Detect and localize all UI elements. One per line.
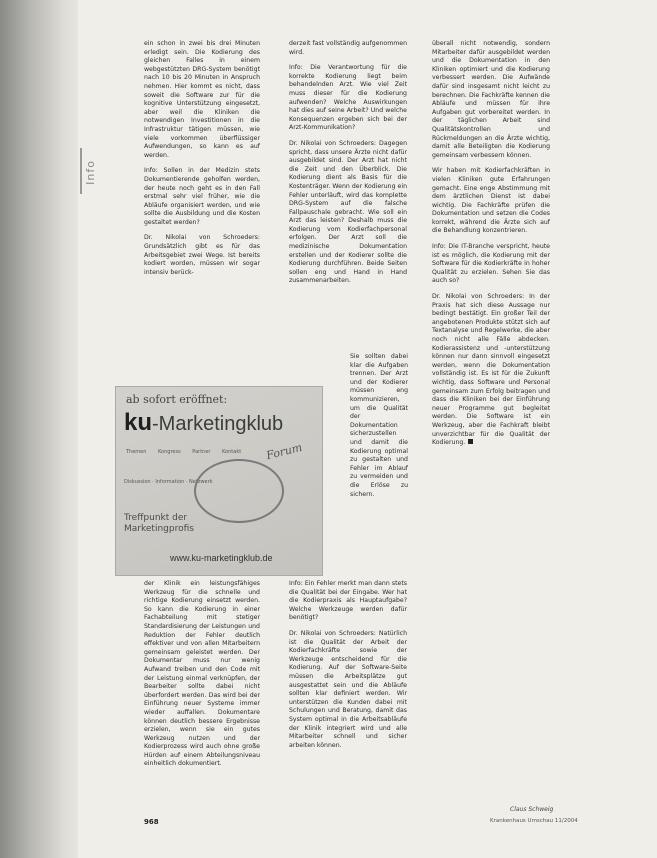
paragraph: der Klinik ein leistungsfähiges Werkzeug für die schnelle und richtige Kodierung einsetzt werden. So kann die Kodierung in einer Fachabteilung mit stetiger Standardisierung der Leistungen und Reduktion der Fehler deutlich effektiver und von allen Mitarbeitern gemeinsam geleistet werden. Der Dokumentar muss nur wenig Aufwand treiben und den Code mit der Leistung einmal verknüpfen, der Bearbeiter sollte dabei nicht überfordert werden. Das wird bei der Einführung neuer Systeme immer wieder auffallen. Dokumentare können deutlich bessere Ergebnisse erzielen, wenn sie ein gutes Werkzeug nutzen und der Kodierprozess wird auch ohne große Hürden auf einem Abteilungsniveau einheitlich dokumentiert. [144, 580, 260, 768]
column-3 [432, 40, 550, 455]
ad-brand-bold: ku [124, 409, 153, 436]
question-paragraph: Info: Sollen in der Medizin stets Dokumentierende geholfen werden, der heute noch geht es in den Fall erstmal sehr viel früher, wie die Abläufe organisiert werden, und wie sollte die Ausbildung und die Kosten gestaltet werden? [144, 167, 260, 226]
ad-circle-graphic [194, 459, 284, 523]
column-1-lower [144, 580, 260, 776]
ad-small-text: Diskussion · Information · Netzwerk [124, 479, 213, 485]
end-mark [468, 439, 473, 444]
page-number: 968 [144, 818, 159, 826]
column-2 [289, 40, 407, 293]
ad-brand-rest: -Marketingklub [152, 413, 284, 435]
ad-nav-item: Kontakt [222, 449, 242, 455]
answer-paragraph: Dr. Nikolai von Schroeders: Natürlich ist die Qualität der Arbeit der Kodierfachkräfte sowie der Werkzeuge entscheidend für die Kodierung. Auf der Software-Seite müssen die Arbeitsplätze gut ausgestattet sein und die Abläufe sollten klar definiert werden. Wir unterstützen die Kunden dabei mit Schulungen und Beratung, damit das System optimal in die Arbeitsabläufe der Klinik integriert wird und alle Mitarbeiter schnell und sicher arbeiten können. [289, 629, 407, 749]
ad-url-link[interactable]: www.ku-marketingklub.de [170, 553, 273, 563]
advertisement[interactable] [115, 386, 323, 576]
paragraph: Wir haben mit Kodierfachkräften in vielen Kliniken gute Erfahrungen gemacht. Eine enge Abstimmung mit dem ärztlichen Dienst ist dabei wichtig. Die Fachkräfte prüfen die Dokumentation und setzen die Codes korrekt, während die Ärzte sich auf die Behandlung konzentrieren. [432, 167, 550, 235]
ad-forum-script: Forum [264, 440, 304, 463]
column-1 [144, 40, 260, 284]
ad-headline: ab sofort eröffnet: [126, 393, 228, 406]
paragraph: Sie sollten dabei klar die Aufgaben trennen. Der Arzt und der Kodierer müssen eng kommunizieren, um die Qualität der Dokumentation sicherzustellen und damit die Kodierung optimal zu gestalten und Fehler im Ablauf zu vermeiden und die Erlöse zu sichern. [350, 353, 408, 498]
question-paragraph: Info: Die IT-Branche verspricht, heute ist es möglich, die Kodierung mit der Software für die Kodierkräfte in hoher Qualität zu erzielen. Sehen Sie das auch so? [432, 243, 550, 285]
ad-nav-row [126, 449, 306, 455]
section-marker [80, 148, 82, 194]
paragraph: ein schon in zwei bis drei Minuten erledigt sein. Die Kodierung des gleichen Falles in einem webgestützten DRG-System benötigt nach 10 bis 20 Minuten in Anspruch nehmen. Hier kommt es nicht, dass soweit die Software zur für die kognitive Unterstützung eingesetzt, aber weil die Kliniken die notwendigen Investitionen in die Infrastruktur tätigen müssen, wie viele vorkommen überflüssiger Aufwendungen, so kann es auf werden. [144, 40, 260, 159]
publication-footer: Krankenhaus Umschau 11/2004 [490, 818, 578, 824]
answer-paragraph: Dr. Nikolai von Schroeders: Dagegen spricht, dass unsere Ärzte nicht dafür ausgebildet sind. Der Arzt hat nicht die Zeit und den Überblick. Die Kodierung dient als Basis für die Kostenträger. Wenn der Kodierung ein Fehler unterläuft, wird das komplette DRG-System auf die falsche Fallpauschale gebracht. Wie soll ein Arzt das leisten? Deshalb muss die Kodierung vom Kodierfachpersonal erfolgen. Der Arzt soll die medizinische Dokumentation erstellen und der Kodierer sollte die Kodierung durchführen. Beide Seiten sollen eng und Hand in Hand zusammenarbeiten. [289, 139, 407, 285]
answer-paragraph: Dr. Nikolai von Schroeders: In der Praxis hat sich diese Aussage nur bedingt bestätigt. Ein großer Teil der angebotenen Produkte stützt sich auf Textanalyse und Regelwerke, die aber noch nicht alle Fälle abdecken. Kodierassistenz und -unterstützung können nur dann sinnvoll eingesetzt werden, wenn die Dokumentation vollständig ist. Es ist für die Zukunft wichtig, dass Software und Personal gemeinsam zum Erfolg beitragen und dass die Kliniken bei der Einführung neuer Programme gut begleitet werden. Die Software ist ein Werkzeug, aber die Fachkraft bleibt unverzichtbar für die Qualität der Kodierung. [432, 293, 550, 447]
ad-nav-item: Partner [192, 449, 211, 455]
ad-tagline: Treffpunkt der Marketingprofis [124, 513, 194, 534]
column-2-narrow [350, 353, 408, 506]
binding-gutter [0, 0, 78, 858]
ad-brand [124, 409, 283, 437]
author-signature: Claus Schweig [510, 806, 554, 813]
paragraph: überall nicht notwendig, sondern Mitarbeiter dafür ausgebildet werden und die Dokumentation in den Kliniken optimiert und die Kodierung verbessert werden. Die Aufwände dafür sind insgesamt nicht leicht zu berechnen. Die Fachkräfte kennen die Abläufe und müssen für ihre Aufgaben gut vorbereitet werden. In der täglichen Arbeit sind Qualitätskontrollen und Rückmeldungen an die Ärzte wichtig, damit alle Beteiligten die Kodierung gemeinsam verbessern können. [432, 40, 550, 159]
ad-nav-item: Kongress [158, 449, 181, 455]
section-label: Info [84, 160, 97, 185]
question-paragraph: Info: Ein Fehler merkt man dann stets die Qualität bei der Eingabe. Wer hat die Kodierpraxis als Hauptaufgabe? Welche Werkzeuge werden dafür benötigt? [289, 580, 407, 622]
column-2-lower [289, 580, 407, 757]
question-paragraph: Info: Die Verantwortung für die korrekte Kodierung liegt beim behandelnden Arzt. Wie viel Zeit muss dieser für die Kodierung aufwenden? Welche Auswirkungen hat dies auf seine Arbeit? Und welche Konsequenzen ergeben sich bei der Arzt-Kommunikation? [289, 64, 407, 132]
paragraph: derzeit fast vollständig aufgenommen wird. [289, 40, 407, 56]
ad-nav-item: Themen [126, 449, 147, 455]
answer-paragraph: Dr. Nikolai von Schroeders: Grundsätzlich gibt es für das Arbeitsgebiet zwei Wege. Ist bereits kodiert worden, müssen wir sogar intensiv berück- [144, 234, 260, 276]
